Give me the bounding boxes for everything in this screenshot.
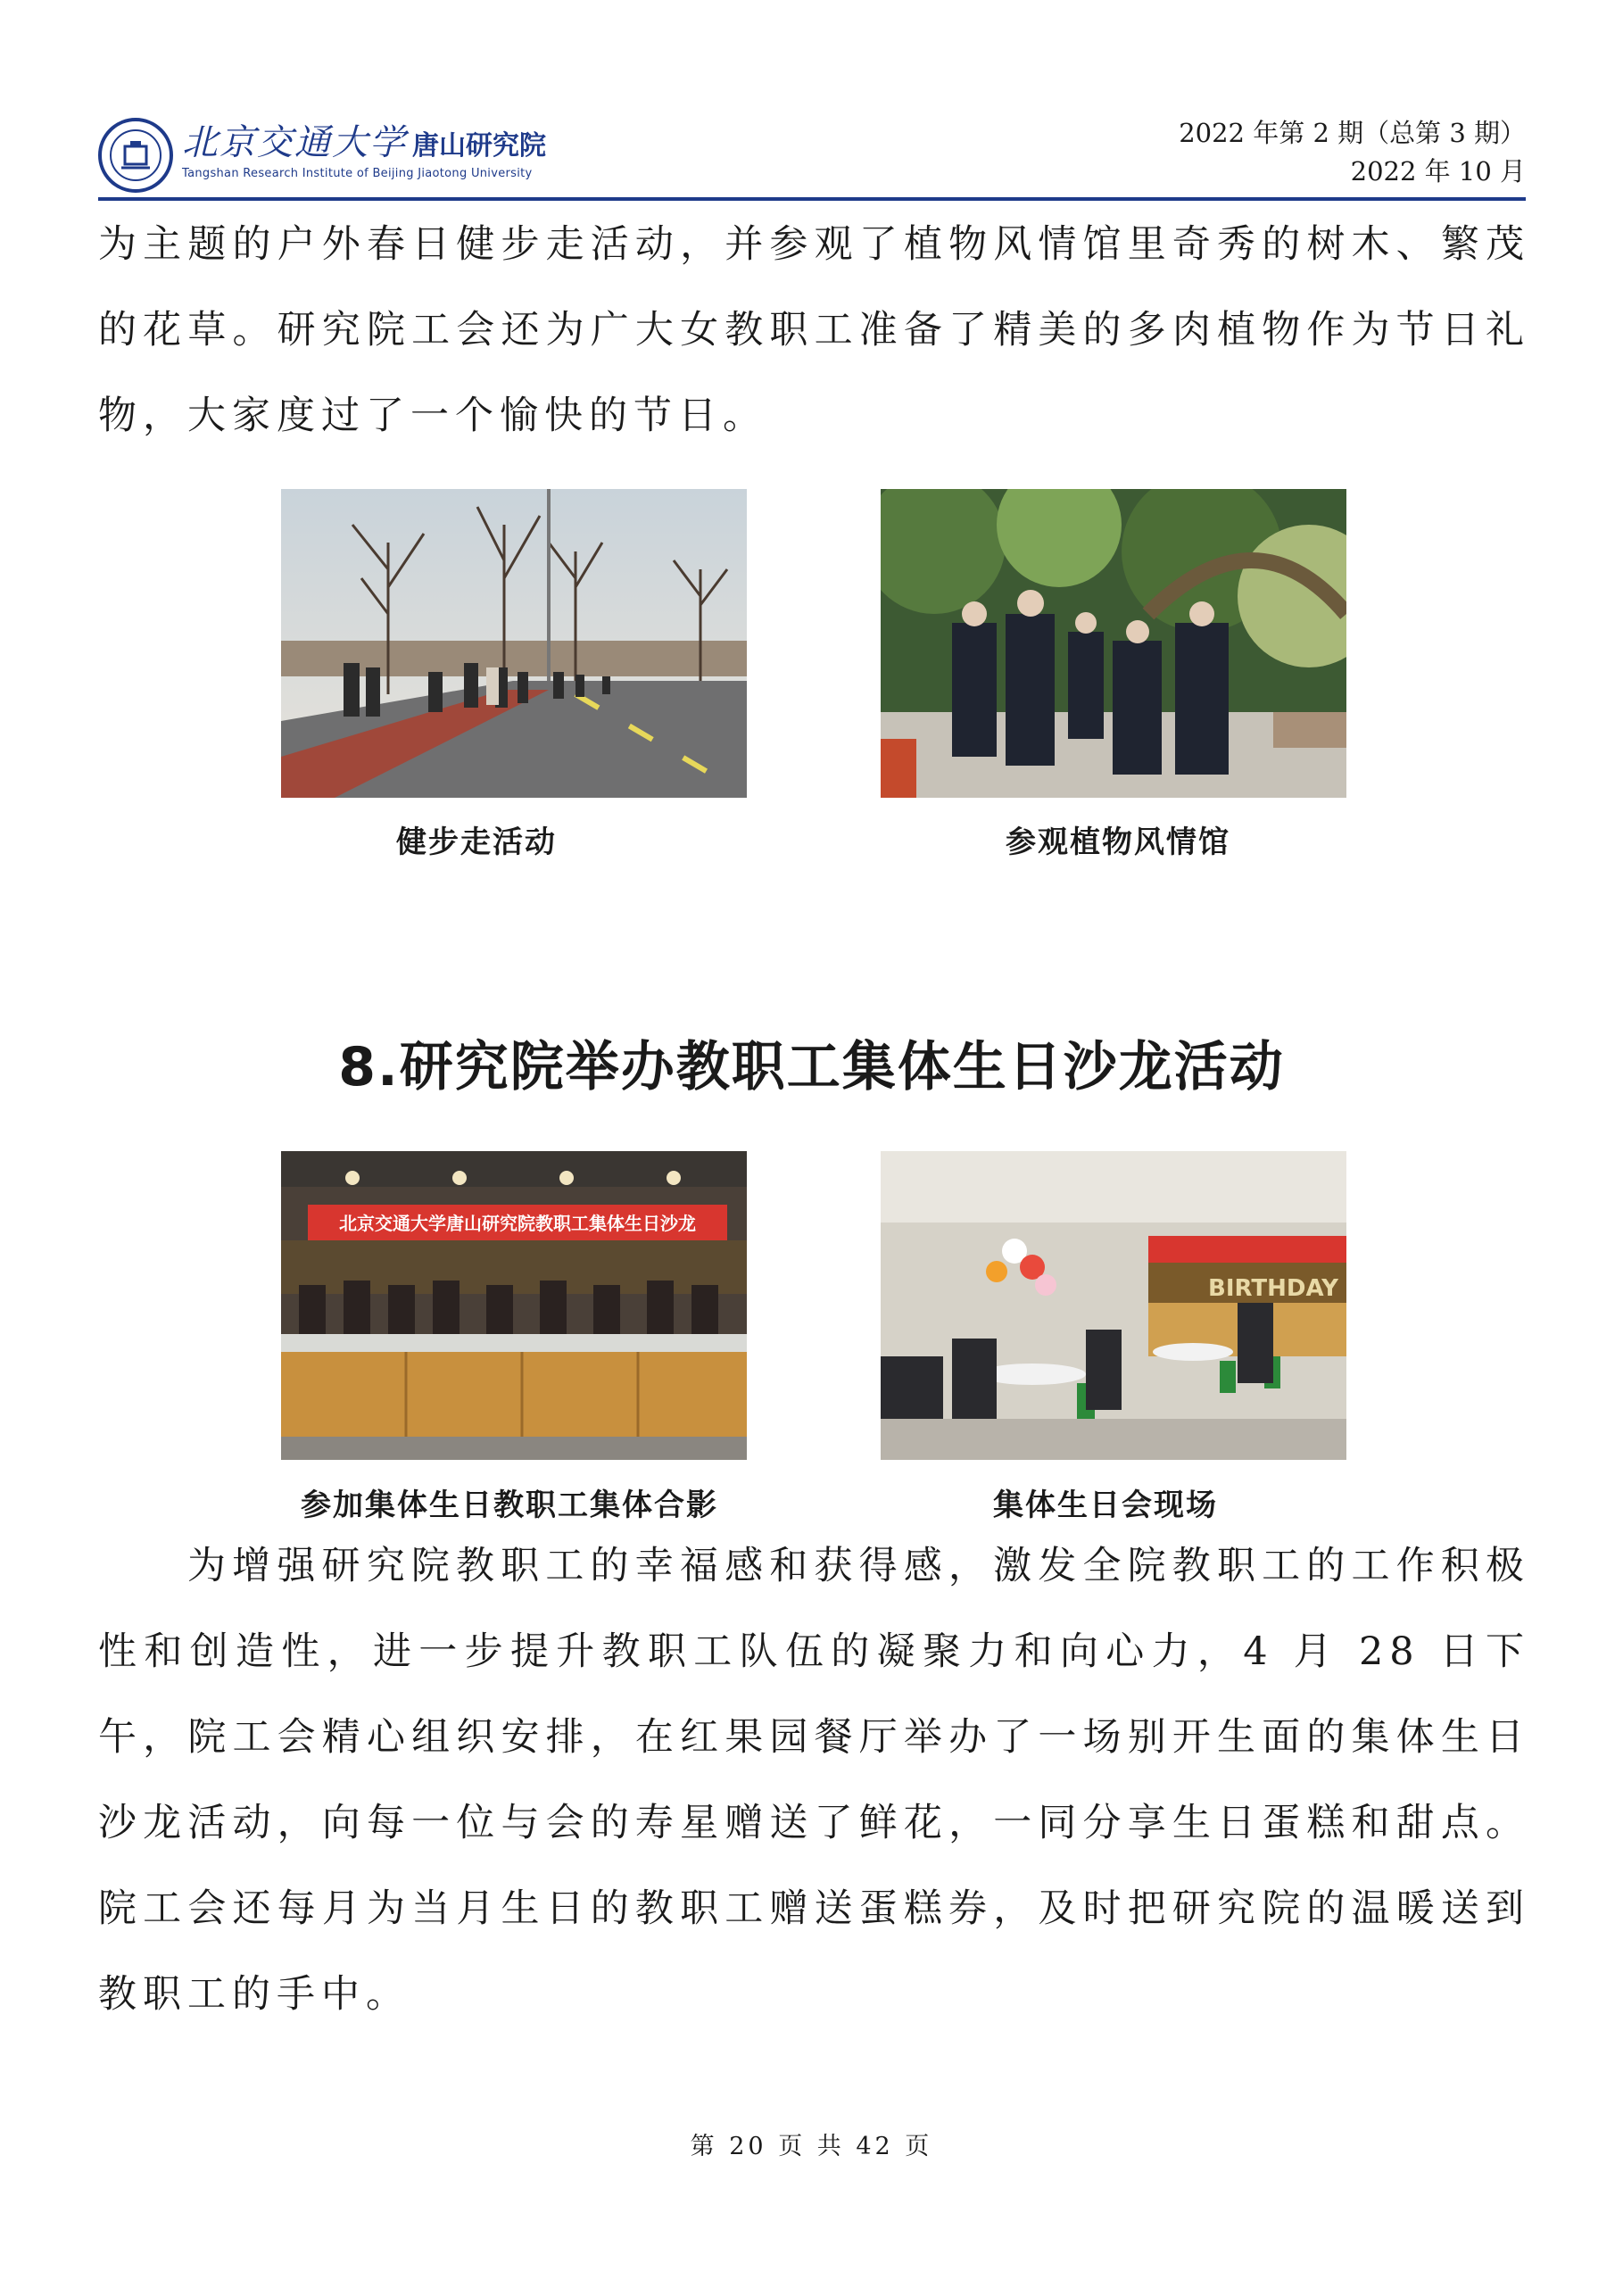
caption-birthday-venue: 集体生日会现场 (993, 1488, 1218, 1523)
issue-number: 2022 年第 2 期（总第 3 期） (1179, 118, 1526, 148)
brand-name-cn: 北京交通大学 (182, 122, 407, 163)
section-title: 8.研究院举办教职工集体生日沙龙活动 (338, 1036, 1285, 1098)
caption-walking-activity: 健步走活动 (396, 825, 557, 860)
brand-name-en: Tangshan Research Institute of Beijing Jiaotong University (182, 167, 533, 180)
banner-text-group: 北京交通大学唐山研究院教职工集体生日沙龙 (339, 1213, 696, 1234)
brand-suffix: 唐山研究院 (412, 130, 546, 162)
brand-logo (182, 114, 546, 180)
issue-date: 2022 年 10 月 (1350, 156, 1526, 186)
intro-paragraph: 为主题的户外春日健步走活动，并参观了植物风情馆里奇秀的树木、繁茂的花草。研究院工会还为广大女教职工准备了精美的多肉植物作为节日礼物，大家度过了一个愉快的节日。 (98, 222, 1530, 438)
photo-walking-activity (281, 489, 747, 798)
photo-group-birthday (281, 1151, 747, 1460)
photo-birthday-venue (881, 1151, 1346, 1460)
body-paragraph: 为增强研究院教职工的幸福感和获得感，激发全院教职工的工作积极性和创造性，进一步提升教职工队伍的凝聚力和向心力，4 月 28 日下午，院工会精心组织安排，在红果园餐厅举办了一场别开生面的集体生日沙龙活动，向每一位与会的寿星赠送了鲜花，一同分享生日蛋糕和甜点。院工会还每月为当月生日的教职工赠送蛋糕券，及时把研究院的温暖送到教职工的手中。 (98, 1544, 1530, 2017)
photo-botanical-pavilion (881, 489, 1346, 798)
header-divider (98, 197, 1526, 201)
banner-text-venue: BIRTHDAY (1208, 1275, 1338, 1302)
caption-group-birthday: 参加集体生日教职工集体合影 (301, 1488, 718, 1523)
issue-info (1179, 114, 1526, 191)
caption-botanical-pavilion: 参观植物风情馆 (1006, 825, 1230, 860)
page-number: 第 20 页 共 42 页 (690, 2133, 933, 2160)
university-seal-icon (98, 118, 173, 193)
page-header (98, 114, 1526, 203)
